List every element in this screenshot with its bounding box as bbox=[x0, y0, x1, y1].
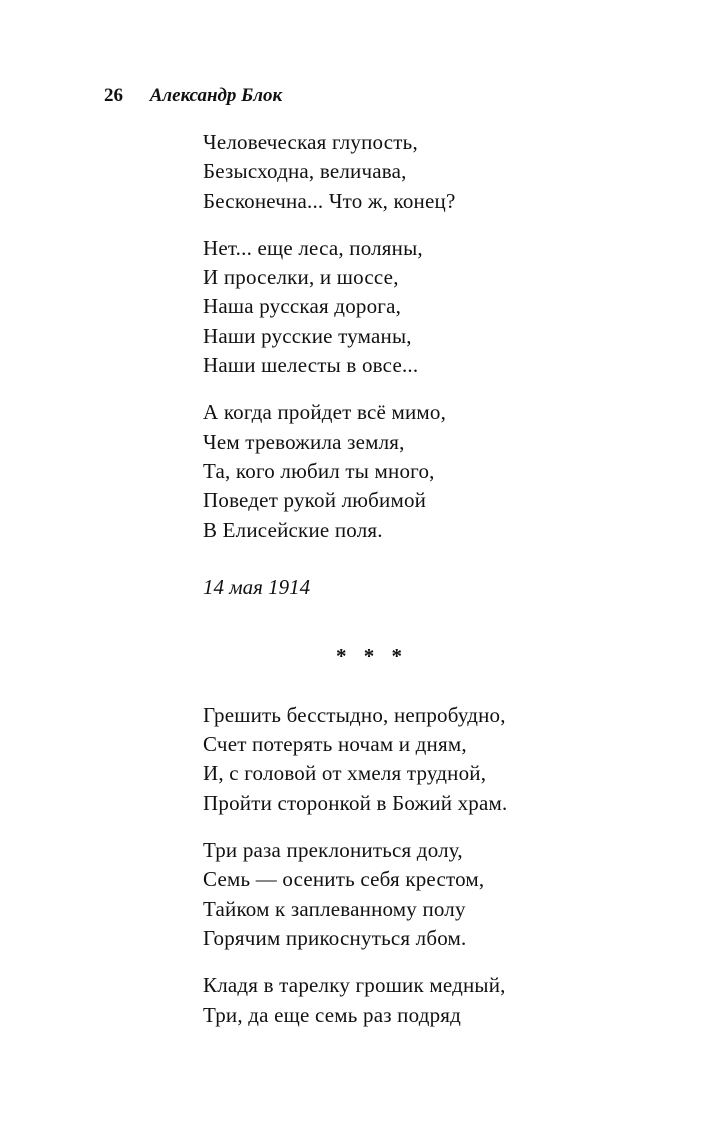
section-divider: * * * bbox=[336, 643, 408, 668]
poem2-stanza-1 bbox=[203, 701, 663, 818]
poem-line: Чем тревожила земля, bbox=[203, 429, 405, 454]
poem-line: Безысходна, величава, bbox=[203, 159, 407, 184]
poem-line: Счет потерять ночам и дням, bbox=[203, 732, 467, 757]
poem-line: Наши шелесты в овсе... bbox=[203, 353, 419, 378]
poem-line: Семь — осенить себя крестом, bbox=[203, 867, 485, 892]
poem1-stanza-2 bbox=[203, 234, 663, 380]
page-header bbox=[104, 84, 282, 108]
poem2-stanza-3 bbox=[203, 971, 663, 1030]
poem1-stanza-1 bbox=[203, 128, 663, 216]
poem-date: 14 мая 1914 bbox=[203, 574, 311, 599]
poem-line: Поведет рукой любимой bbox=[203, 488, 427, 513]
poem-line: Та, кого любил ты много, bbox=[203, 458, 435, 483]
poem2-stanza-2 bbox=[203, 836, 663, 953]
poem-line: Человеческая глупость, bbox=[203, 130, 418, 154]
poem-line: Наша русская дорога, bbox=[203, 294, 402, 319]
poem-line: А когда пройдет всё мимо, bbox=[203, 400, 447, 425]
poem-line: Кладя в тарелку грошик медный, bbox=[203, 973, 506, 998]
poem-line: Тайком к заплеванному полу bbox=[203, 896, 466, 921]
page-number: 26 bbox=[104, 85, 123, 106]
poem-line: Грешить бесстыдно, непробудно, bbox=[203, 702, 506, 727]
poem-line: Три раза преклониться долу, bbox=[203, 838, 463, 863]
poem-line: Горячим прикоснуться лбом. bbox=[203, 925, 467, 950]
poem-line: Бесконечна... Что ж, конец? bbox=[203, 188, 456, 213]
poem-line: Нет... еще леса, поляны, bbox=[203, 235, 423, 260]
poem-line: В Елисейские поля. bbox=[203, 517, 383, 542]
poem-line: И, с головой от хмеля трудной, bbox=[203, 761, 487, 786]
running-head-author: Александр Блок bbox=[149, 85, 283, 106]
poem-line: И проселки, и шоссе, bbox=[203, 265, 399, 290]
poem-body bbox=[203, 128, 663, 1048]
poem-line: Три, да еще семь раз подряд bbox=[203, 1002, 462, 1027]
poem-line: Пройти сторонкой в Божий храм. bbox=[203, 790, 508, 815]
poem1-stanza-3 bbox=[203, 398, 663, 544]
poem-line: Наши русские туманы, bbox=[203, 323, 412, 348]
